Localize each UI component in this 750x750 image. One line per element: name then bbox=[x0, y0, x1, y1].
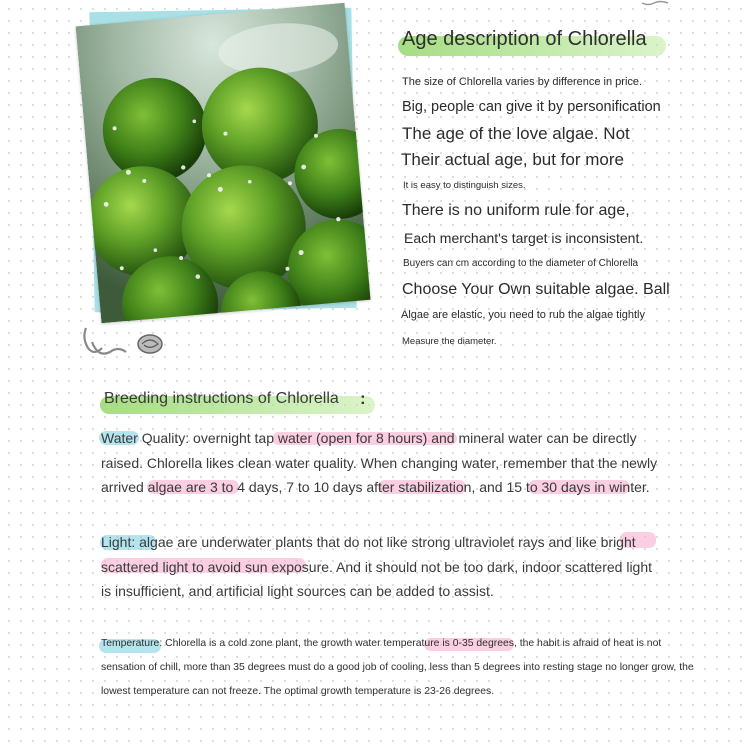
breeding-section-title: Breeding instructions of Chlorella bbox=[104, 390, 339, 407]
age-line-4: Their actual age, but for more bbox=[401, 150, 625, 169]
age-line-7: Each merchant's target is inconsistent. bbox=[404, 230, 644, 246]
snail-doodle-icon bbox=[80, 318, 170, 364]
age-line-6: There is no uniform rule for age, bbox=[402, 202, 630, 219]
age-line-10: Algae are elastic, you need to rub the algae tightly bbox=[401, 309, 645, 321]
water-quality-paragraph: Water Quality: overnight tap water (open for 8 hours) and mineral water can be directly raised. Chlorella likes clean water quality. When changing water, remember that the newly arrived algae are 3 to 4 days, 7 to 10 days after stabilization, and 15 to 30 days in winter. bbox=[101, 430, 658, 495]
age-line-9: Choose Your Own suitable algae. Ball bbox=[402, 281, 670, 298]
chlorella-photo bbox=[76, 3, 371, 323]
light-paragraph: Light: algae are underwater plants that do not like strong ultraviolet rays and like bright scattered light to avoid sun exposure. And it should not be too dark, indoor scattered light is insufficient, and artificial light sources can be added to assist. bbox=[101, 534, 653, 599]
age-section-title: Age description of Chlorella bbox=[402, 28, 647, 50]
age-line-2: Big, people can give it by personification bbox=[402, 99, 661, 115]
temperature-paragraph: Temperature: Chlorella is a cold zone plant, the growth water temperature is 0-35 degrees, the habit is afraid of heat is not sensation of chill, more than 35 degrees must do a good job of cooling, less than 5 degrees into resting stage no longer grow, the lowest temperature can not freeze. The optimal growth temperature is 23-26 degrees. bbox=[101, 638, 694, 697]
breeding-title-colon: : bbox=[360, 389, 366, 408]
age-line-11: Measure the diameter. bbox=[402, 336, 497, 347]
age-line-3: The age of the love algae. Not bbox=[402, 124, 630, 143]
age-line-8: Buyers can cm according to the diameter of Chlorella bbox=[403, 258, 639, 269]
corner-decoration bbox=[640, 0, 670, 6]
age-line-1: The size of Chlorella varies by difference in price. bbox=[402, 76, 643, 88]
age-line-5: It is easy to distinguish sizes. bbox=[403, 180, 526, 191]
